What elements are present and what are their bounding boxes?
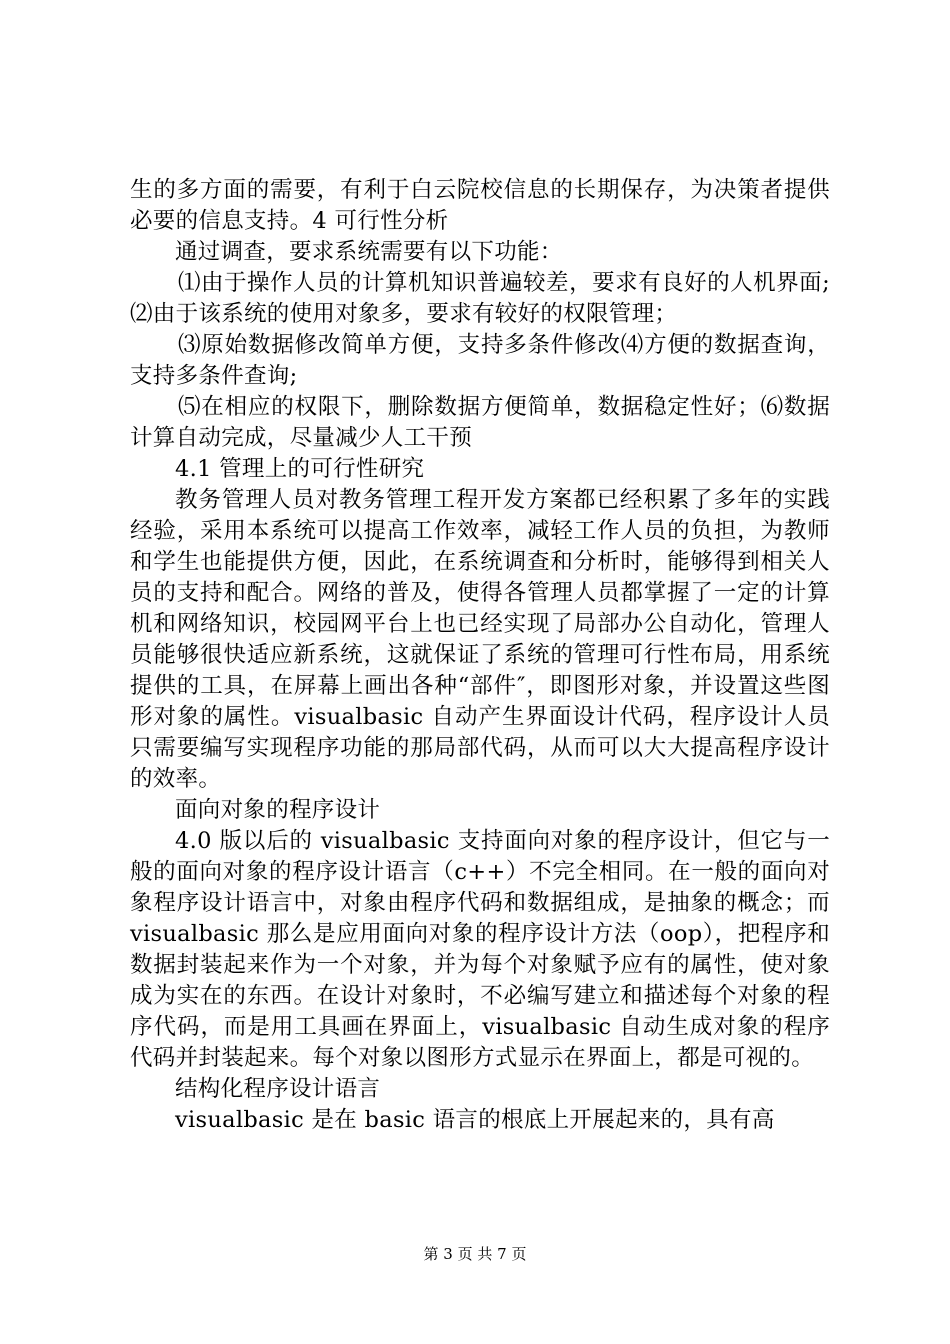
page-number-footer: 第 3 页 共 7 页	[423, 1245, 527, 1263]
paragraph-requirement-1-2: ⑴由于操作人员的计算机知识普遍较差，要求有良好的人机界面;⑵由于该系统的使用对象多，要求有较好的权限管理；	[130, 270, 830, 327]
paragraph-requirement-3-4: ⑶原始数据修改简单方便，支持多条件修改⑷方便的数据查询，支持多条件查询;	[130, 332, 830, 389]
paragraph-intro-continuation: 生的多方面的需要，有利于白云院校信息的长期保存，为决策者提供必要的信息支持。4 可行性分析	[130, 177, 830, 234]
paragraph-management-feasibility: 教务管理人员对教务管理工程开发方案都已经积累了多年的实践经验，采用本系统可以提高工作效率，减轻工作人员的负担，为教师和学生也能提供方便，因此，在系统调查和分析时，能够得到相关人员的支持和配合。网络的普及，使得各管理人员都掌握了一定的计算机和网络知识，校园网平台上也已经实现了局部办公自动化，管理人员能够很快适应新系统，这就保证了系统的管理可行性布局，用系统提供的工具，在屏幕上画出各种“部件″，即图形对象，并设置这些图形对象的属性。visualbasic 自动产生界面设计代码，程序设计人员只需要编写实现程序功能的那局部代码，从而可以大大提高程序设计的效率。	[130, 487, 830, 792]
section-heading-oop: 面向对象的程序设计	[175, 797, 381, 823]
paragraph-survey-intro: 通过调查，要求系统需要有以下功能：	[175, 239, 563, 265]
paragraph-requirement-5-6: ⑸在相应的权限下，删除数据方便简单，数据稳定性好；⑹数据计算自动完成，尽量减少人工干预	[130, 394, 830, 451]
paragraph-structured-programming: visualbasic 是在 basic 语言的根底上开展起来的，具有高	[175, 1107, 775, 1133]
paragraph-oop: 4.0 版以后的 visualbasic 支持面向对象的程序设计，但它与一般的面向对象的程序设计语言（c++）不完全相同。在一般的面向对象程序设计语言中，对象由程序代码和数据组成，是抽象的概念；而 visualbasic 那么是应用面向对象的程序设计方法（oop），把程序和数据封装起来作为一个对象，并为每个对象赋予应有的属性，使对象成为实在的东西。在设计对象时，不必编写建立和描述每个对象的程序代码，而是用工具画在界面上，visualbasic 自动生成对象的程序代码并封装起来。每个对象以图形方式显示在界面上，都是可视的。	[130, 828, 830, 1071]
section-heading-management-feasibility: 4.1 管理上的可行性研究	[175, 456, 425, 482]
section-heading-structured-programming: 结构化程序设计语言	[175, 1076, 381, 1102]
document-body	[130, 175, 830, 1136]
